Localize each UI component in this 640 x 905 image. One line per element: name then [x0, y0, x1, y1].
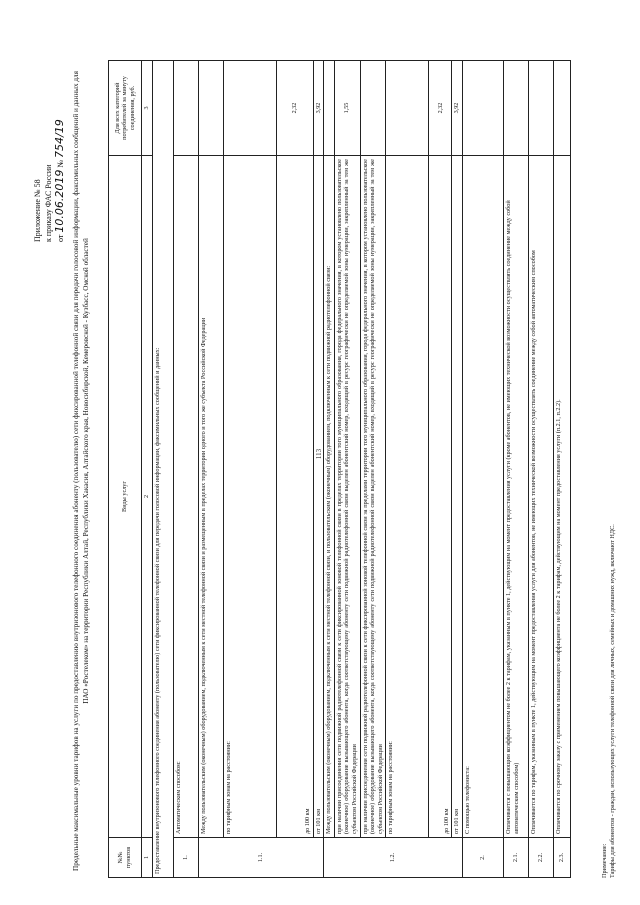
row-distance: от 101 км	[452, 156, 463, 838]
document-page	[32, 58, 617, 878]
row-text: Автоматическим способом:	[173, 156, 198, 838]
row-subheading: по тарифным зонам на расстоянии:	[386, 156, 429, 838]
table-row	[173, 61, 198, 878]
row-num: 1.1.	[198, 838, 324, 878]
section-title: Предоставление внутризонового телефонного соединения абоненту (пользователю) сети фиксированной телефонной связи для передачи голосовой информации, факсимильных сообщений и данных:	[152, 61, 173, 878]
row-value	[528, 61, 553, 156]
row-num: 2.2.	[528, 838, 553, 878]
appendix-date: 10.06.2019	[53, 169, 66, 233]
table-row	[313, 61, 324, 878]
row-num: 2.3.	[553, 838, 570, 878]
row-value: 1,55	[334, 61, 360, 156]
row-num: 2.1.	[503, 838, 528, 878]
row-num: 1.	[173, 838, 198, 878]
appendix-line-3	[54, 72, 66, 242]
table-row	[223, 61, 276, 878]
appendix-number: 754/19	[53, 119, 66, 158]
table-row	[503, 61, 528, 878]
table-row	[452, 61, 463, 878]
row-value	[553, 61, 570, 156]
table-row	[198, 61, 223, 878]
row-value	[223, 61, 276, 156]
row-text: при наличии присоединения сети подвижной радиотелефонной связи к сети фиксированной зоновой телефонной связи в пределах территории того муниципального образования, города федерального значения, в котором установлено пользовательское (оконечное) оборудование вызывающего абонента, когда соответствующему абоненту сети подвижной радиотелефонной связи выделен абонентский номер, входящий в ресурс географически не определяемой зоны нумерации, закрепленный за тем же субъектом Российской Федерации	[334, 156, 360, 838]
table-row	[334, 61, 360, 878]
table-row	[462, 61, 503, 878]
appendix-number-prefix: №	[56, 159, 65, 168]
row-value	[198, 61, 223, 156]
row-value: 3,92	[313, 61, 324, 156]
row-distance: до 100 км	[276, 156, 313, 838]
table-row	[152, 61, 173, 878]
note-text: Тарифы для абонентов - граждан, использующих услуги телефонной связи для личных, семейных и домашних нужд, включают НДС.	[608, 524, 616, 878]
row-value: 2,32	[429, 61, 452, 156]
row-value	[462, 61, 503, 156]
table-row	[553, 61, 570, 878]
row-distance: от 101 км	[313, 156, 324, 838]
row-text: Оплачивается по тарифам, указанным в пункте 1, действующим на момент предоставления услуги для абонентов, не имеющих технической возможности осуществлять соединение между собой автоматическим способом	[528, 156, 553, 838]
document-header	[32, 58, 104, 878]
page-number: 113	[315, 448, 324, 460]
row-value	[173, 61, 198, 156]
header-num: №№ пунктов	[109, 838, 142, 878]
row-text: Между пользовательским (оконечным) оборудованием, подключенным к сети местной телефонной связи и размещенным в пределах территории одного и того же субъекта Российской Федерации	[198, 156, 223, 838]
row-text: Оплачивается по срочному заказу с применением повышающего коэффициента не более 2 к тарифам, действующим на момент предоставления услуги (п.2.1, п.2.2).	[553, 156, 570, 838]
row-text: Оплачивается с повышающим коэффициентом не более 2 к тарифам, указанным в пункте 1, действующим на момент предоставления услуги (кроме абонентов, не имеющих технической возможности осуществлять соединение между собой автоматическим способом)	[503, 156, 528, 838]
table-row	[324, 61, 335, 878]
table-row	[360, 61, 386, 878]
row-value	[386, 61, 429, 156]
table-row	[528, 61, 553, 878]
note-label: Примечание:	[601, 843, 608, 878]
row-value	[503, 61, 528, 156]
note-block	[601, 60, 616, 878]
row-num: 1.2.	[324, 838, 463, 878]
appendix-block	[32, 72, 66, 242]
table-row	[386, 61, 429, 878]
row-distance: до 100 км	[429, 156, 452, 838]
appendix-line-2: к приказу ФАС России	[44, 164, 53, 242]
appendix-date-prefix: от	[56, 234, 65, 242]
colnum-2: 2	[142, 156, 153, 838]
row-text: С помощью телефониста:	[462, 156, 503, 838]
table-colnum-row	[142, 61, 153, 878]
row-value	[324, 61, 335, 156]
row-subheading: по тарифным зонам на расстоянии:	[223, 156, 276, 838]
row-value: 2,32	[276, 61, 313, 156]
colnum-3: 3	[142, 61, 153, 156]
table-row	[276, 61, 313, 878]
header-price: Для всех категорий потребителей за минуту соединения, руб.	[109, 61, 142, 156]
document-title: Предельные максимальные уровни тарифов на услуги по предоставлению внутризонового телефонного соединения абоненту (пользователю) сети фиксированной телефонной связи для передачи голосовой информации, факсимильных сообщений и данных для ПАО «Ростелеком» на территории Республики Алтай, Республики Хакасия, Алтайского края, Новосибирской, Кемеровской - Кузбасс, Омской областей	[72, 71, 90, 871]
tariff-table	[108, 60, 571, 878]
header-service: Виды услуг	[109, 156, 142, 838]
colnum-1: 1	[142, 838, 153, 878]
row-num: 2.	[462, 838, 503, 878]
row-value: 3,92	[452, 61, 463, 156]
row-text: при наличии присоединения сети подвижной радиотелефонной связи к сети фиксированной зоновой телефонной связи за пределами территории того муниципального образования, города федерального значения, в котором установлено пользовательское (оконечное) оборудование вызывающего абонента, когда соответствующему абоненту сети подвижной радиотелефонной связи выделен абонентский номер, входящий в ресурс географически не определяемой зоны нумерации, закрепленный за тем же субъектом Российской Федерации	[360, 156, 386, 838]
appendix-line-1: Приложение № 58	[33, 179, 42, 242]
row-text: Между пользовательским (оконечным) оборудованием, подключенным к сети местной телефонной связи, и пользовательским (оконечным) оборудованием, подключенным к сети подвижной радиотелефонной связи:	[324, 156, 335, 838]
table-row	[429, 61, 452, 878]
row-value	[360, 61, 386, 156]
table-header-row	[109, 61, 142, 878]
